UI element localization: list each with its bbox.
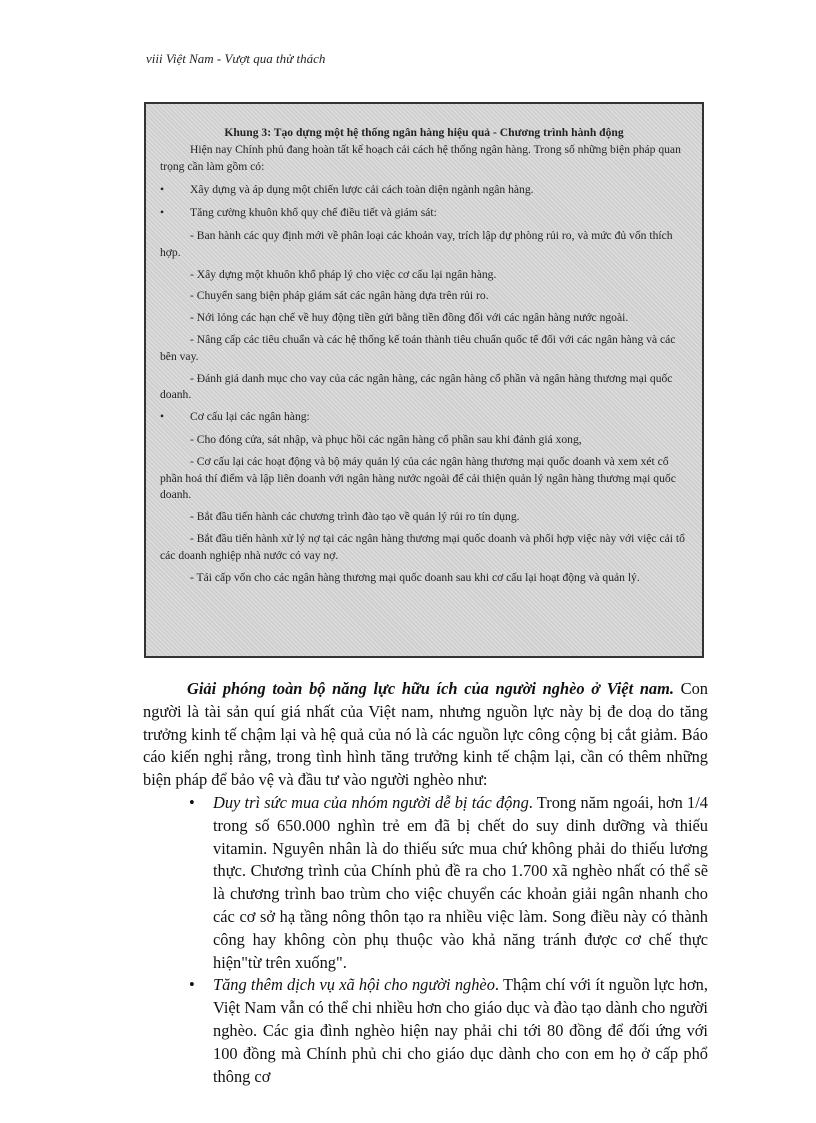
bullet-text: Cơ cấu lại các ngân hàng: [190,410,310,424]
lead-text: Con người là tài sản quí giá nhất của Việt nam, nhưng nguồn lực này bị đe doạ do tăng trưởng kinh tế chậm lại và hệ quả của nó là các nguồn lực công cộng bị cắt giảm. Báo cáo kiến nghị rằng, trong tình hình tăng trưởng kinh tế chậm lại, cần có thêm những biện pháp để bảo vệ và đầu tư vào người nghèo như: [143,679,708,790]
bullet-text: Tăng cường khuôn khổ quy chế điều tiết và giám sát: [190,206,437,220]
list-item-lead: Tăng thêm dịch vụ xã hội cho người nghèo [213,975,495,995]
bullet-icon: • [189,792,195,812]
bullet-icon: • [160,183,165,197]
lead-title: Giải phóng toàn bộ năng lực hữu ích của người nghèo ở Việt nam. [187,679,674,698]
box-bullet-strategy [160,182,688,199]
box-subitem: - Bắt đầu tiến hành các chương trình đào tạo về quản lý rủi ro tín dụng. [190,510,520,524]
box-bullet-regulation [160,205,688,222]
box-intro: Hiện nay Chính phủ đang hoàn tất kế hoạch cải cách hệ thống ngân hàng. Trong số những biện pháp quan trọng cần làm gồm có: [160,142,681,173]
body-text [143,678,708,1088]
box-bullet-restructure [160,409,688,426]
list-item-text: . Thậm chí với ít nguồn lực hơn, Việt Nam vẫn có thể chi nhiều hơn cho giáo dục và đào tạo dành cho người nghèo. Các gia đình nghèo hiện nay phải chi tới 80 đồng để đối ứng với 100 đồng mà Chính phủ chi cho giáo dục dành cho con em họ ở cấp phổ thông cơ [213,975,708,1086]
box-subitem: - Nới lỏng các hạn chế về huy động tiền gửi bằng tiền đồng đối với các ngân hàng nước ngoài. [190,311,629,325]
box-subitem: - Đánh giá danh mục cho vay của các ngân hàng, các ngân hàng cổ phần và ngân hàng thương mại quốc doanh. [160,371,673,402]
body-list [143,792,708,1088]
bullet-icon: • [160,206,165,220]
list-item [143,792,708,974]
running-header: viii Việt Nam - Vượt qua thử thách [146,51,326,66]
list-item-text: . Trong năm ngoái, hơn 1/4 trong số 650.000 nghìn trẻ em đã bị chết do suy dinh dưỡng và thiếu vitamin. Nguyên nhân là do thiếu sức mua chứ không phải do thiếu lương thực. Chương trình của Chính phủ đề ra cho 1.700 xã nghèo nhất có thể sẽ là chương trình bao trùm cho việc chuyển các khoản giải ngân nhanh cho các cơ sở hạ tầng nông thôn tạo ra nhiều việc làm. Song điều này có thành công hay không còn phụ thuộc vào khả năng tránh được cơ chế thực hiện"từ trên xuống". [213,792,708,972]
box-subitem: - Cho đóng cửa, sát nhập, và phục hồi các ngân hàng cổ phần sau khi đánh giá xong, [190,432,582,446]
box-title: Khung 3: Tạo dựng một hệ thống ngân hàng hiệu quả - Chương trình hành động [224,126,624,139]
bullet-icon: • [160,410,165,424]
box-subitem: - Cơ cấu lại các hoạt động và bộ máy quản lý của các ngân hàng thương mại quốc doanh và xem xét cổ phần hoá thí điểm và lập liên doanh với ngân hàng nước ngoài để cải thiện quản lý ngân hàng thương mại quốc doanh. [160,454,676,502]
box-subitem: - Ban hành các quy định mới về phân loại các khoản vay, trích lập dự phòng rủi ro, và mức đủ vốn thích hợp. [160,228,673,259]
box-subitem: - Nâng cấp các tiêu chuẩn và các hệ thống kế toán thành tiêu chuẩn quốc tế đối với các ngân hàng và các bên vay. [160,332,676,363]
box-subitem: - Tái cấp vốn cho các ngân hàng thương mại quốc doanh sau khi cơ cấu lại hoạt động và quản lý. [190,570,640,584]
bullet-icon: • [189,975,195,995]
box-subitem: - Xây dựng một khuôn khổ pháp lý cho việc cơ cấu lại ngân hàng. [190,267,497,281]
box-subitem: - Bắt đầu tiến hành xử lý nợ tại các ngân hàng thương mại quốc doanh và phối hợp việc này với việc cải tổ các doanh nghiệp nhà nước có vay nợ. [160,531,685,562]
list-item-lead: Duy trì sức mua của nhóm người dễ bị tác động [213,792,529,812]
bullet-text: Xây dựng và áp dụng một chiến lược cải cách toàn diện ngành ngân hàng. [190,183,534,197]
box-3-panel [144,102,704,658]
list-item [143,974,708,1088]
box-subitem: - Chuyển sang biện pháp giám sát các ngân hàng dựa trên rủi ro. [190,289,489,303]
lead-paragraph [143,678,708,792]
